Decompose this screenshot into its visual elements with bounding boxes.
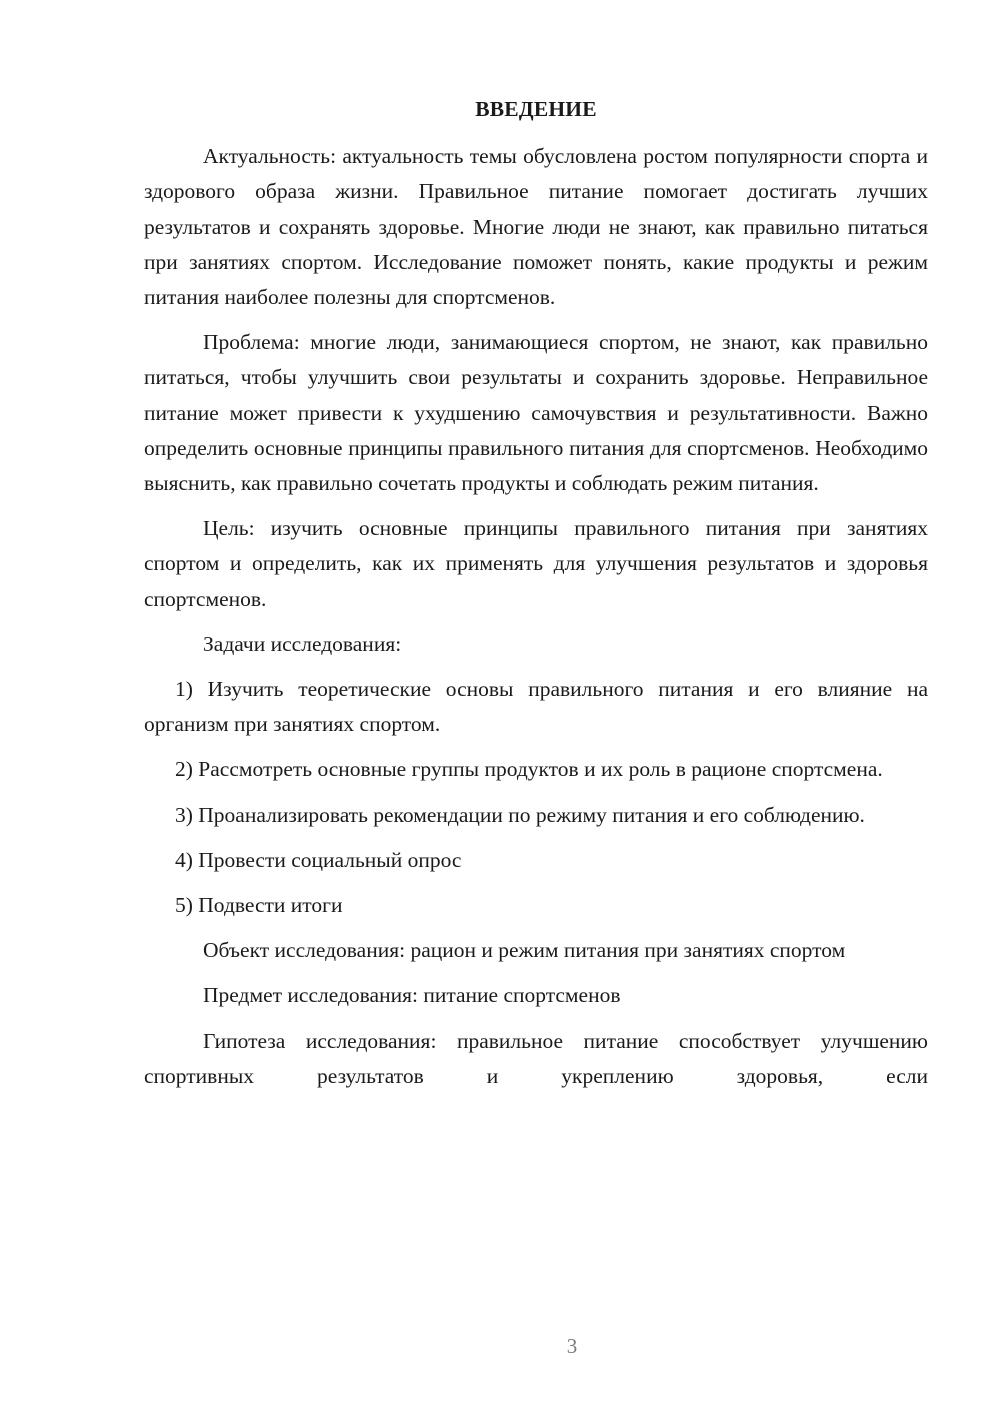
task-item: 4) Провести социальный опрос xyxy=(175,847,462,872)
relevance-paragraph: Актуальность: актуальность темы обусловлена ростом популярности спорта и здорового образа жизни. Правильное питание помогает достигать лучших результатов и сохранять здоровье. Многие люди не знают, как правильно питаться при занятиях спортом. Исследование поможет понять, какие продукты и режим питания наиболее полезны для спортсменов. xyxy=(144,144,928,310)
task-item: 5) Подвести итоги xyxy=(175,893,343,918)
goal-paragraph: Цель: изучить основные принципы правильного питания при занятиях спортом и определить, как их применять для улучшения результатов и здоровья спортсменов. xyxy=(144,516,928,611)
page-number: 3 xyxy=(566,1334,578,1358)
document-page xyxy=(144,92,928,1104)
problem-paragraph: Проблема: многие люди, занимающиеся спортом, не знают, как правильно питаться, чтобы улучшить свои результаты и сохранить здоровье. Неправильное питание может привести к ухудшению самочувствия и результативности. Важно определить основные принципы правильного питания для спортсменов. Необходимо выяснить, как правильно сочетать продукты и соблюдать режим питания. xyxy=(144,330,928,496)
task-item: 2) Рассмотреть основные группы продуктов и их роль в рационе спортсмена. xyxy=(175,757,883,782)
hypothesis-paragraph: Гипотеза исследования: правильное питание способствует улучшению спортивных результатов и укреплению здоровья, если xyxy=(144,1028,928,1088)
tasks-heading: Задачи исследования: xyxy=(203,631,402,656)
task-item: 3) Проанализировать рекомендации по режиму питания и его соблюдению. xyxy=(175,802,865,827)
task-item: 1) Изучить теоретические основы правильного питания и его влияние на организм при занятиях спортом. xyxy=(144,677,928,737)
object-paragraph: Объект исследования: рацион и режим питания при занятиях спортом xyxy=(203,938,846,963)
subject-paragraph: Предмет исследования: питание спортсменов xyxy=(203,983,621,1008)
section-title: ВВЕДЕНИЕ xyxy=(475,97,597,121)
